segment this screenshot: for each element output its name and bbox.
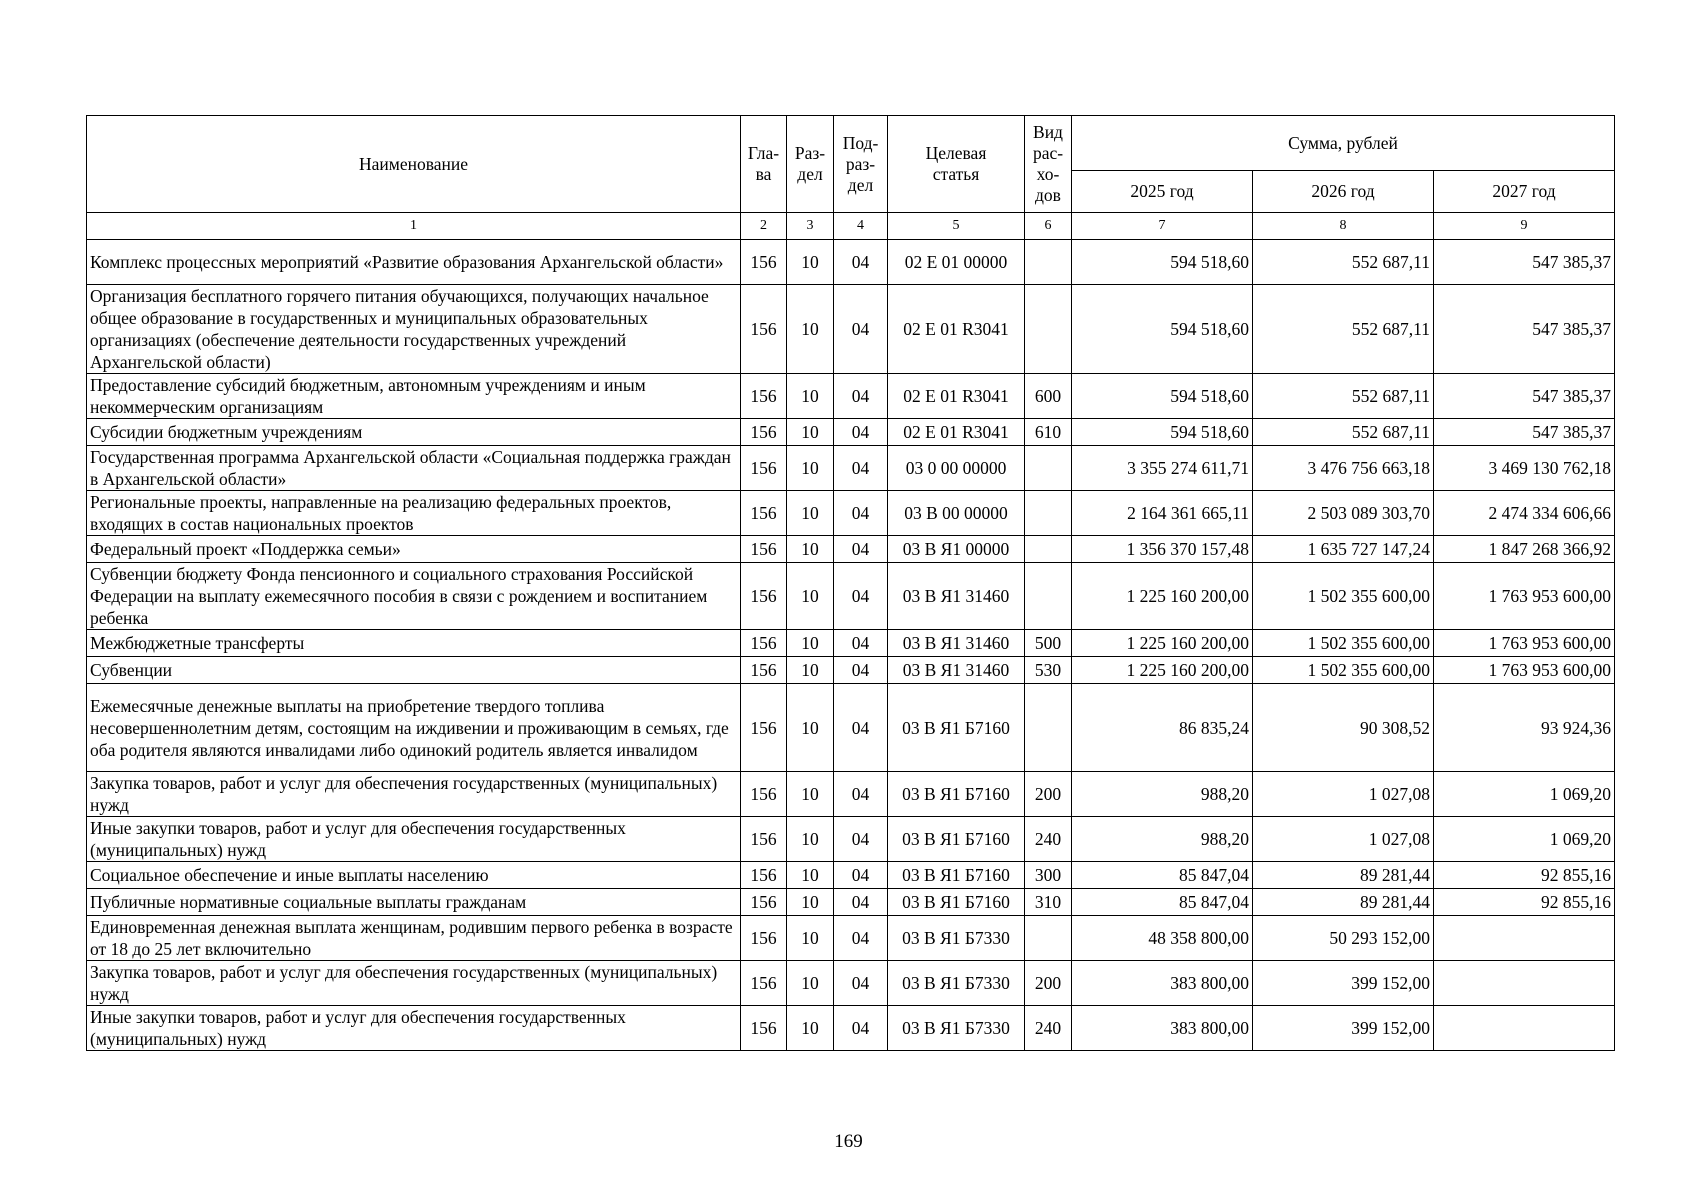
row-name: Закупка товаров, работ и услуг для обеспечения государственных (муниципальных) нужд [87, 961, 741, 1006]
row-tselevaya-statya: 03 В Я1 Б7160 [888, 684, 1025, 772]
table-row [87, 374, 1615, 419]
row-tselevaya-statya: 02 Е 01 R3041 [888, 374, 1025, 419]
row-sum-2025: 1 356 370 157,48 [1072, 536, 1253, 563]
row-sum-2026: 1 027,08 [1253, 817, 1434, 862]
table-row [87, 889, 1615, 916]
table-row [87, 419, 1615, 446]
header-summa: Сумма, рублей [1072, 116, 1615, 171]
row-sum-2025: 3 355 274 611,71 [1072, 446, 1253, 491]
row-name: Комплекс процессных мероприятий «Развитие образования Архангельской области» [87, 240, 741, 285]
row-vid-raskhodov: 200 [1025, 961, 1072, 1006]
row-name: Иные закупки товаров, работ и услуг для обеспечения государственных (муниципальных) нужд [87, 817, 741, 862]
row-name: Субвенции [87, 657, 741, 684]
row-sum-2025: 2 164 361 665,11 [1072, 491, 1253, 536]
header-podrazdel: Под- раз- дел [834, 116, 888, 213]
row-glava: 156 [741, 657, 787, 684]
row-podrazdel: 04 [834, 657, 888, 684]
row-razdel: 10 [787, 1006, 834, 1051]
row-tselevaya-statya: 03 В Я1 Б7160 [888, 772, 1025, 817]
column-number: 6 [1025, 213, 1072, 240]
row-sum-2027: 547 385,37 [1434, 374, 1615, 419]
column-number: 7 [1072, 213, 1253, 240]
row-sum-2027: 1 847 268 366,92 [1434, 536, 1615, 563]
row-name: Субвенции бюджету Фонда пенсионного и социального страхования Российской Федерации на выплату ежемесячного пособия в связи с рождением и воспитанием ребенка [87, 563, 741, 630]
table-row [87, 536, 1615, 563]
row-tselevaya-statya: 03 В Я1 31460 [888, 630, 1025, 657]
row-vid-raskhodov: 200 [1025, 772, 1072, 817]
row-tselevaya-statya: 03 В Я1 Б7160 [888, 889, 1025, 916]
row-tselevaya-statya: 03 В Я1 Б7330 [888, 1006, 1025, 1051]
row-podrazdel: 04 [834, 630, 888, 657]
row-razdel: 10 [787, 446, 834, 491]
row-sum-2025: 594 518,60 [1072, 419, 1253, 446]
row-glava: 156 [741, 772, 787, 817]
row-glava: 156 [741, 1006, 787, 1051]
row-podrazdel: 04 [834, 916, 888, 961]
row-podrazdel: 04 [834, 817, 888, 862]
row-vid-raskhodov [1025, 491, 1072, 536]
row-glava: 156 [741, 817, 787, 862]
row-razdel: 10 [787, 630, 834, 657]
row-vid-raskhodov: 500 [1025, 630, 1072, 657]
row-sum-2027: 547 385,37 [1434, 240, 1615, 285]
row-podrazdel: 04 [834, 961, 888, 1006]
column-number-row [87, 213, 1615, 240]
row-tselevaya-statya: 03 В 00 00000 [888, 491, 1025, 536]
row-sum-2027: 1 069,20 [1434, 817, 1615, 862]
table-row [87, 630, 1615, 657]
row-razdel: 10 [787, 772, 834, 817]
row-sum-2027: 1 763 953 600,00 [1434, 630, 1615, 657]
row-razdel: 10 [787, 862, 834, 889]
row-glava: 156 [741, 285, 787, 374]
row-glava: 156 [741, 374, 787, 419]
header-year-2027: 2027 год [1434, 171, 1615, 213]
row-razdel: 10 [787, 374, 834, 419]
row-glava: 156 [741, 491, 787, 536]
table-row [87, 563, 1615, 630]
column-number: 3 [787, 213, 834, 240]
row-tselevaya-statya: 03 В Я1 31460 [888, 657, 1025, 684]
row-name: Организация бесплатного горячего питания обучающихся, получающих начальное общее образование в государственных и муниципальных образовательных организациях (обеспечение деятельности государственных учреждений Архангельской области) [87, 285, 741, 374]
row-sum-2026: 399 152,00 [1253, 1006, 1434, 1051]
page-number: 169 [834, 1131, 863, 1152]
row-sum-2026: 2 503 089 303,70 [1253, 491, 1434, 536]
row-sum-2026: 89 281,44 [1253, 862, 1434, 889]
row-vid-raskhodov: 240 [1025, 817, 1072, 862]
row-sum-2025: 48 358 800,00 [1072, 916, 1253, 961]
row-name: Государственная программа Архангельской области «Социальная поддержка граждан в Архангельской области» [87, 446, 741, 491]
row-sum-2026: 399 152,00 [1253, 961, 1434, 1006]
row-tselevaya-statya: 02 Е 01 R3041 [888, 419, 1025, 446]
row-sum-2027: 3 469 130 762,18 [1434, 446, 1615, 491]
row-razdel: 10 [787, 657, 834, 684]
row-tselevaya-statya: 03 В Я1 Б7330 [888, 961, 1025, 1006]
row-sum-2027: 92 855,16 [1434, 862, 1615, 889]
row-sum-2025: 988,20 [1072, 817, 1253, 862]
row-podrazdel: 04 [834, 862, 888, 889]
header-name: Наименование [87, 116, 741, 213]
row-tselevaya-statya: 03 В Я1 00000 [888, 536, 1025, 563]
row-name: Межбюджетные трансферты [87, 630, 741, 657]
row-vid-raskhodov: 240 [1025, 1006, 1072, 1051]
row-podrazdel: 04 [834, 563, 888, 630]
row-vid-raskhodov [1025, 684, 1072, 772]
table-row [87, 916, 1615, 961]
row-sum-2027 [1434, 1006, 1615, 1051]
row-name: Иные закупки товаров, работ и услуг для обеспечения государственных (муниципальных) нужд [87, 1006, 741, 1051]
column-number: 4 [834, 213, 888, 240]
table-row [87, 1006, 1615, 1051]
row-sum-2027: 547 385,37 [1434, 285, 1615, 374]
row-vid-raskhodov [1025, 536, 1072, 563]
row-sum-2026: 1 502 355 600,00 [1253, 657, 1434, 684]
row-glava: 156 [741, 889, 787, 916]
row-razdel: 10 [787, 419, 834, 446]
row-razdel: 10 [787, 961, 834, 1006]
row-razdel: 10 [787, 536, 834, 563]
row-sum-2027: 2 474 334 606,66 [1434, 491, 1615, 536]
row-name: Закупка товаров, работ и услуг для обеспечения государственных (муниципальных) нужд [87, 772, 741, 817]
row-sum-2025: 1 225 160 200,00 [1072, 630, 1253, 657]
row-name: Публичные нормативные социальные выплаты гражданам [87, 889, 741, 916]
row-sum-2025: 594 518,60 [1072, 285, 1253, 374]
row-glava: 156 [741, 536, 787, 563]
row-vid-raskhodov: 300 [1025, 862, 1072, 889]
column-number: 1 [87, 213, 741, 240]
row-razdel: 10 [787, 240, 834, 285]
header-year-2025: 2025 год [1072, 171, 1253, 213]
row-razdel: 10 [787, 491, 834, 536]
row-vid-raskhodov: 600 [1025, 374, 1072, 419]
table-row [87, 862, 1615, 889]
row-sum-2025: 383 800,00 [1072, 961, 1253, 1006]
row-podrazdel: 04 [834, 1006, 888, 1051]
row-razdel: 10 [787, 817, 834, 862]
row-razdel: 10 [787, 563, 834, 630]
row-sum-2025: 594 518,60 [1072, 240, 1253, 285]
row-sum-2025: 86 835,24 [1072, 684, 1253, 772]
row-sum-2027: 547 385,37 [1434, 419, 1615, 446]
row-razdel: 10 [787, 889, 834, 916]
row-podrazdel: 04 [834, 446, 888, 491]
row-sum-2027: 1 763 953 600,00 [1434, 563, 1615, 630]
table-row [87, 446, 1615, 491]
table-row [87, 684, 1615, 772]
row-sum-2025: 1 225 160 200,00 [1072, 657, 1253, 684]
row-sum-2026: 3 476 756 663,18 [1253, 446, 1434, 491]
row-glava: 156 [741, 419, 787, 446]
row-razdel: 10 [787, 684, 834, 772]
header-year-2026: 2026 год [1253, 171, 1434, 213]
table-row [87, 772, 1615, 817]
row-razdel: 10 [787, 916, 834, 961]
row-glava: 156 [741, 961, 787, 1006]
row-podrazdel: 04 [834, 491, 888, 536]
row-podrazdel: 04 [834, 374, 888, 419]
row-podrazdel: 04 [834, 240, 888, 285]
row-sum-2026: 1 502 355 600,00 [1253, 563, 1434, 630]
row-name: Региональные проекты, направленные на реализацию федеральных проектов, входящих в состав национальных проектов [87, 491, 741, 536]
column-number: 9 [1434, 213, 1615, 240]
row-podrazdel: 04 [834, 536, 888, 563]
row-podrazdel: 04 [834, 285, 888, 374]
header-glava: Гла- ва [741, 116, 787, 213]
table-row [87, 657, 1615, 684]
row-sum-2027: 93 924,36 [1434, 684, 1615, 772]
row-vid-raskhodov: 530 [1025, 657, 1072, 684]
row-razdel: 10 [787, 285, 834, 374]
row-tselevaya-statya: 02 Е 01 R3041 [888, 285, 1025, 374]
row-podrazdel: 04 [834, 889, 888, 916]
column-number: 5 [888, 213, 1025, 240]
row-sum-2025: 1 225 160 200,00 [1072, 563, 1253, 630]
table-row [87, 817, 1615, 862]
row-sum-2026: 89 281,44 [1253, 889, 1434, 916]
row-name: Ежемесячные денежные выплаты на приобретение твердого топлива несовершеннолетним детям, состоящим на иждивении и проживающим в семьях, где оба родителя являются инвалидами либо одинокий родитель является инвалидом [87, 684, 741, 772]
row-tselevaya-statya: 03 В Я1 31460 [888, 563, 1025, 630]
header-razdel: Раз- дел [787, 116, 834, 213]
row-glava: 156 [741, 563, 787, 630]
row-sum-2027: 92 855,16 [1434, 889, 1615, 916]
table-row [87, 961, 1615, 1006]
row-name: Единовременная денежная выплата женщинам, родившим первого ребенка в возрасте от 18 до 25 лет включительно [87, 916, 741, 961]
row-sum-2026: 552 687,11 [1253, 285, 1434, 374]
row-name: Федеральный проект «Поддержка семьи» [87, 536, 741, 563]
row-sum-2026: 552 687,11 [1253, 419, 1434, 446]
budget-table [86, 115, 1615, 1051]
row-vid-raskhodov: 310 [1025, 889, 1072, 916]
row-tselevaya-statya: 02 Е 01 00000 [888, 240, 1025, 285]
row-podrazdel: 04 [834, 772, 888, 817]
row-sum-2026: 1 635 727 147,24 [1253, 536, 1434, 563]
header-tselevaya: Целевая статья [888, 116, 1025, 213]
row-tselevaya-statya: 03 В Я1 Б7160 [888, 862, 1025, 889]
row-glava: 156 [741, 916, 787, 961]
row-sum-2026: 552 687,11 [1253, 240, 1434, 285]
row-tselevaya-statya: 03 В Я1 Б7160 [888, 817, 1025, 862]
row-glava: 156 [741, 446, 787, 491]
row-vid-raskhodov [1025, 916, 1072, 961]
row-glava: 156 [741, 684, 787, 772]
row-glava: 156 [741, 630, 787, 657]
row-podrazdel: 04 [834, 419, 888, 446]
row-sum-2025: 594 518,60 [1072, 374, 1253, 419]
row-glava: 156 [741, 240, 787, 285]
column-number: 2 [741, 213, 787, 240]
row-vid-raskhodov [1025, 285, 1072, 374]
row-vid-raskhodov: 610 [1025, 419, 1072, 446]
row-sum-2025: 988,20 [1072, 772, 1253, 817]
row-name: Социальное обеспечение и иные выплаты населению [87, 862, 741, 889]
row-glava: 156 [741, 862, 787, 889]
row-name: Предоставление субсидий бюджетным, автономным учреждениям и иным некоммерческим организациям [87, 374, 741, 419]
row-vid-raskhodov [1025, 563, 1072, 630]
row-sum-2027: 1 763 953 600,00 [1434, 657, 1615, 684]
row-sum-2026: 1 502 355 600,00 [1253, 630, 1434, 657]
row-podrazdel: 04 [834, 684, 888, 772]
row-sum-2026: 1 027,08 [1253, 772, 1434, 817]
table-row [87, 285, 1615, 374]
row-name: Субсидии бюджетным учреждениям [87, 419, 741, 446]
table-row [87, 240, 1615, 285]
column-number: 8 [1253, 213, 1434, 240]
row-sum-2025: 383 800,00 [1072, 1006, 1253, 1051]
row-sum-2025: 85 847,04 [1072, 889, 1253, 916]
row-sum-2025: 85 847,04 [1072, 862, 1253, 889]
table-row [87, 491, 1615, 536]
row-sum-2026: 50 293 152,00 [1253, 916, 1434, 961]
row-sum-2026: 90 308,52 [1253, 684, 1434, 772]
row-tselevaya-statya: 03 0 00 00000 [888, 446, 1025, 491]
header-vid: Вид рас- хо- дов [1025, 116, 1072, 213]
row-vid-raskhodov [1025, 446, 1072, 491]
row-sum-2027 [1434, 961, 1615, 1006]
row-vid-raskhodov [1025, 240, 1072, 285]
row-sum-2026: 552 687,11 [1253, 374, 1434, 419]
row-tselevaya-statya: 03 В Я1 Б7330 [888, 916, 1025, 961]
row-sum-2027: 1 069,20 [1434, 772, 1615, 817]
row-sum-2027 [1434, 916, 1615, 961]
